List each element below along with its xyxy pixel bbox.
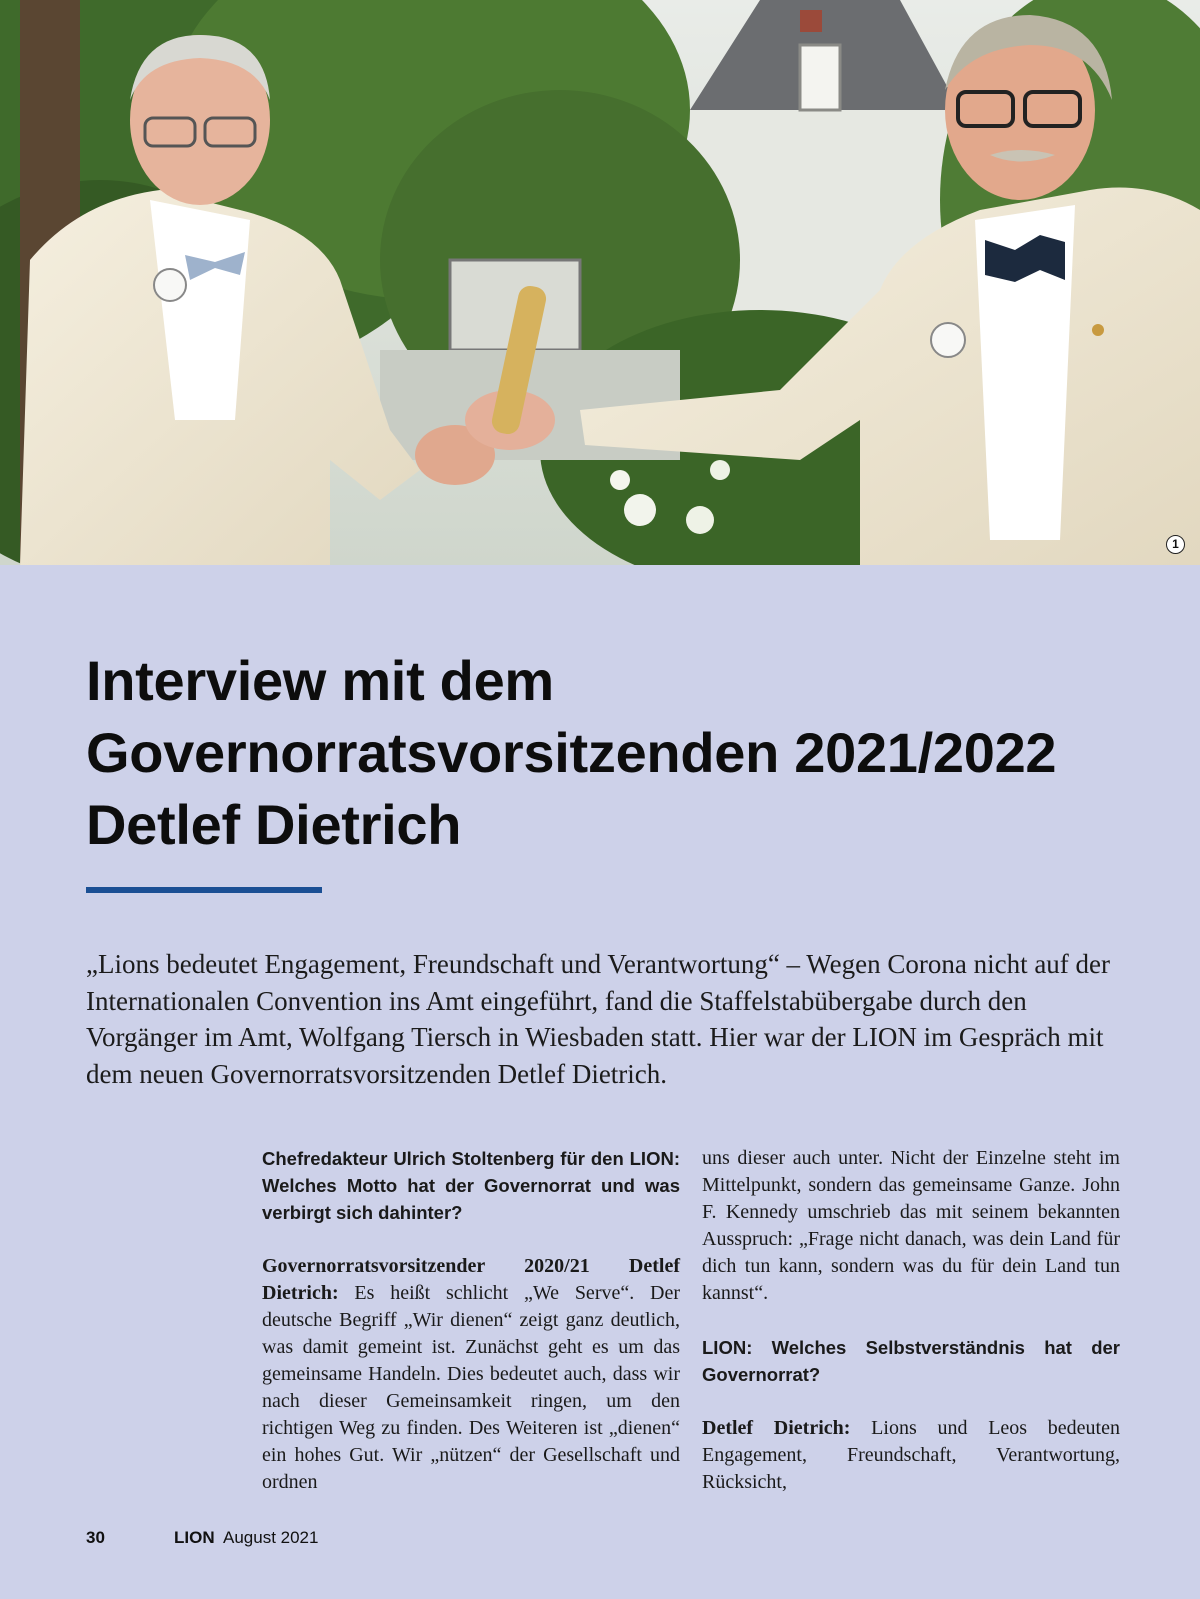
headline-line-3: Detlef Dietrich: [86, 793, 462, 856]
photo-number-badge: 1: [1166, 535, 1185, 554]
answer-2: [702, 1415, 1120, 1496]
answer-2-speaker: Detlef Dietrich:: [702, 1417, 851, 1439]
hero-photo-illustration: [0, 0, 1200, 565]
article-column-right: [702, 1145, 1120, 1523]
page-number: 30: [86, 1528, 105, 1547]
question-2: LION: Welches Selbstverständnis hat der Governorrat?: [702, 1337, 1120, 1385]
headline-line-2: Governorratsvorsitzenden 2021/2022: [86, 721, 1057, 784]
answer-1: [262, 1253, 680, 1496]
question-1: Chefredakteur Ulrich Stoltenberg für den LION: Welches Motto hat der Governorrat und was verbirgt sich dahinter?: [262, 1148, 680, 1223]
hero-photo: [0, 0, 1200, 565]
lead-paragraph: „Lions bedeutet Engagement, Freundschaft und Verantwortung“ – Wegen Corona nicht auf der Internationalen Convention ins Amt eingeführt, fand die Staffelstabübergabe durch den Vorgänger im Amt, Wolfgang Tiersch in Wiesbaden statt. Hier war der LION im Gespräch mit dem neuen Governorratsvorsitzenden Detlef Dietrich.: [86, 949, 1111, 1089]
headline-line-1: Interview mit dem: [86, 649, 554, 712]
issue-date: August 2021: [223, 1528, 319, 1547]
answer-2-text: Lions und Leos bedeuten Engagement, Freundschaft, Verantwortung, Rücksicht,: [702, 1417, 1120, 1493]
answer-1-text: Es heißt schlicht „We Serve“. Der deutsche Begriff „Wir dienen“ zeigt ganz deutlich, was damit gemeint ist. Zunächst geht es um das gemeinsame Handeln. Dies bedeutet auch, dass wir nach dieser Gemeinsamkeit ringen, um den richtigen Weg zu finden. Des Weiteren ist „dienen“ ein hohes Gut. Wir „nützen“ der Gesellschaft und ordnen: [262, 1282, 680, 1493]
accent-rule: [86, 887, 322, 893]
answer-1-speaker: Governorratsvorsitzender 2020/21 Detlef Dietrich:: [262, 1255, 680, 1304]
article-column-left: [262, 1145, 680, 1523]
headline: [86, 645, 1146, 861]
magazine-name: LION: [174, 1528, 215, 1547]
answer-1-continued: uns dieser auch unter. Nicht der Einzelne steht im Mittelpunkt, sondern das gemeinsame Ganze. John F. Kennedy umschrieb das mit seinem bekannten Ausspruch: „Frage nicht danach, was dein Land für dich tun kann, sondern was du für dein Land tun kannst“.: [702, 1147, 1120, 1304]
